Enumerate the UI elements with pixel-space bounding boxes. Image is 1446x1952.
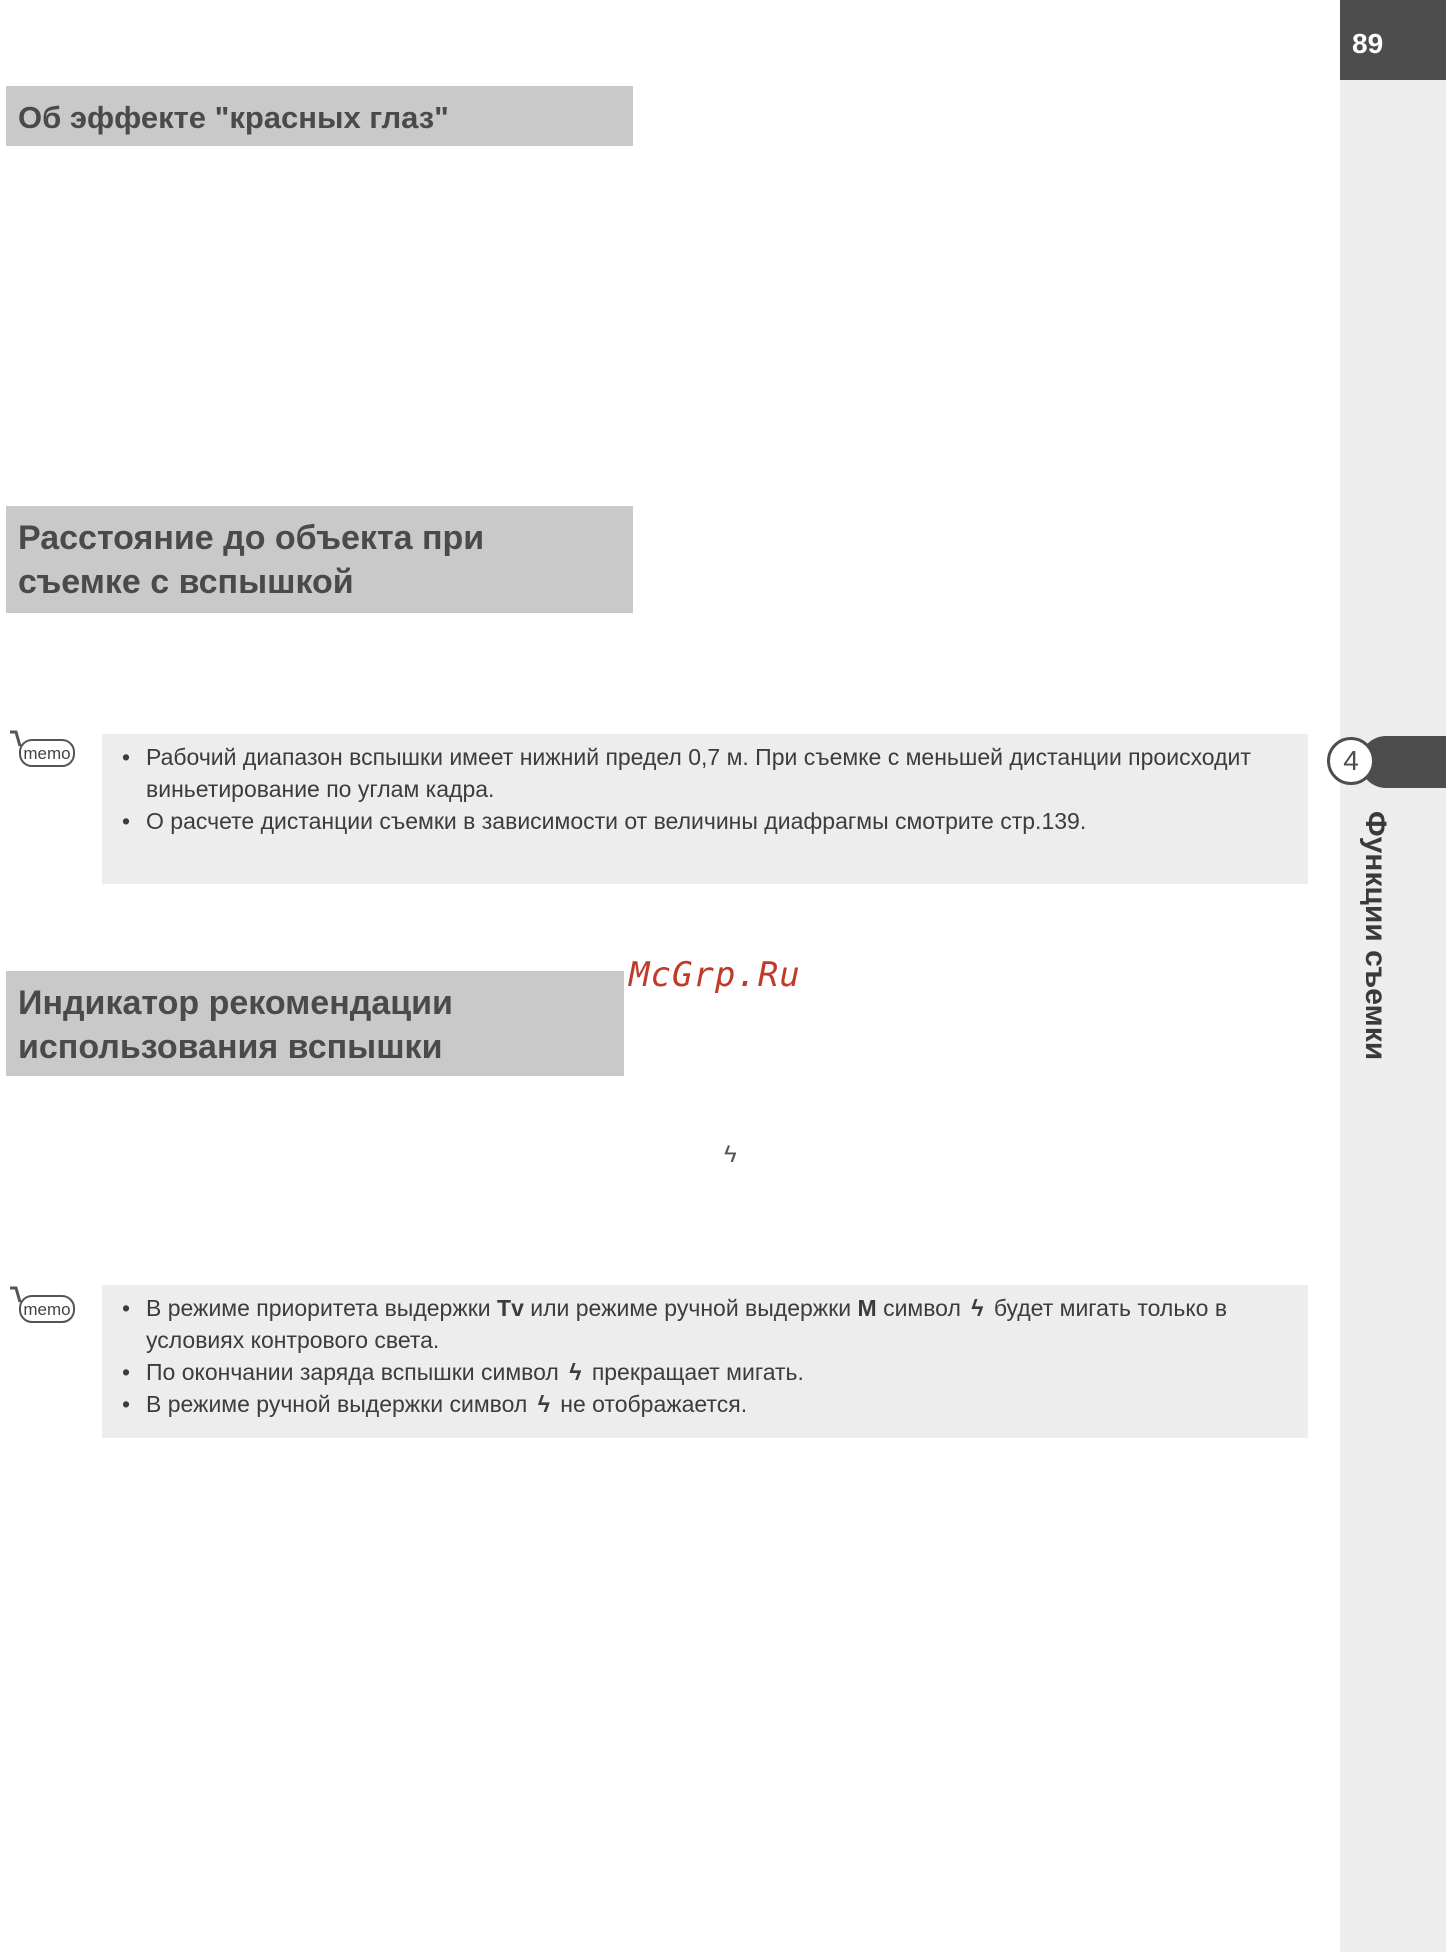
memo-item: • Рабочий диапазон вспышки имеет нижний предел 0,7 м. При съемке с меньшей дистанции происходит виньетирование по углам кадра.: [116, 741, 1288, 805]
memo-text: прекращает мигать.: [591, 1359, 804, 1385]
memo-text: будет мигать только в условиях контрового света.: [146, 1295, 1228, 1353]
section-heading-flash-distance: [6, 506, 633, 613]
memo-text: По окончании заряда вспышки символ: [146, 1359, 559, 1385]
flash-icon: ϟ: [724, 1141, 737, 1168]
heading-line: Расстояние до объекта при: [18, 519, 485, 557]
flash-icon: ϟ: [569, 1359, 582, 1385]
page-number-text: 89: [1352, 28, 1384, 59]
mode-tv-label: Tv: [497, 1295, 524, 1321]
heading-text: Об эффекте "красных глаз": [18, 100, 449, 135]
heading-line: Индикатор рекомендации: [18, 984, 453, 1022]
memo-text: В режиме ручной выдержки символ: [146, 1391, 528, 1417]
flash-icon: ϟ: [537, 1391, 550, 1417]
heading-line: использования вспышки: [18, 1028, 443, 1066]
memo-icon-label: memo: [23, 1300, 71, 1319]
memo-text: символ: [883, 1295, 961, 1321]
chapter-number: 4: [1327, 737, 1375, 785]
memo-text: или режиме ручной выдержки: [530, 1295, 852, 1321]
flash-icon: ϟ: [971, 1295, 984, 1321]
section-heading-red-eye: [6, 86, 633, 146]
memo-icon: [6, 728, 76, 774]
mode-m-label: M: [857, 1295, 877, 1321]
memo-item: [116, 1388, 1288, 1420]
page-number: [1340, 0, 1446, 80]
memo-item: • О расчете дистанции съемки в зависимости от величины диафрагмы смотрите стр.139.: [116, 805, 1288, 837]
memo-item: [116, 1292, 1288, 1356]
heading-line: съемке с вспышкой: [18, 563, 354, 601]
memo-text: В режиме приоритета выдержки: [146, 1295, 491, 1321]
memo-icon-label: memo: [23, 744, 71, 763]
watermark: McGrp.Ru: [629, 955, 801, 995]
memo-icon: [6, 1284, 76, 1330]
memo-box-flash-indicator: [102, 1285, 1308, 1438]
memo-text: не отображается.: [560, 1391, 748, 1417]
section-heading-flash-indicator: [6, 971, 624, 1076]
memo-box-flash-range: [102, 734, 1308, 884]
memo-item: [116, 1356, 1288, 1388]
chapter-title: Функции съемки: [1359, 811, 1392, 1061]
